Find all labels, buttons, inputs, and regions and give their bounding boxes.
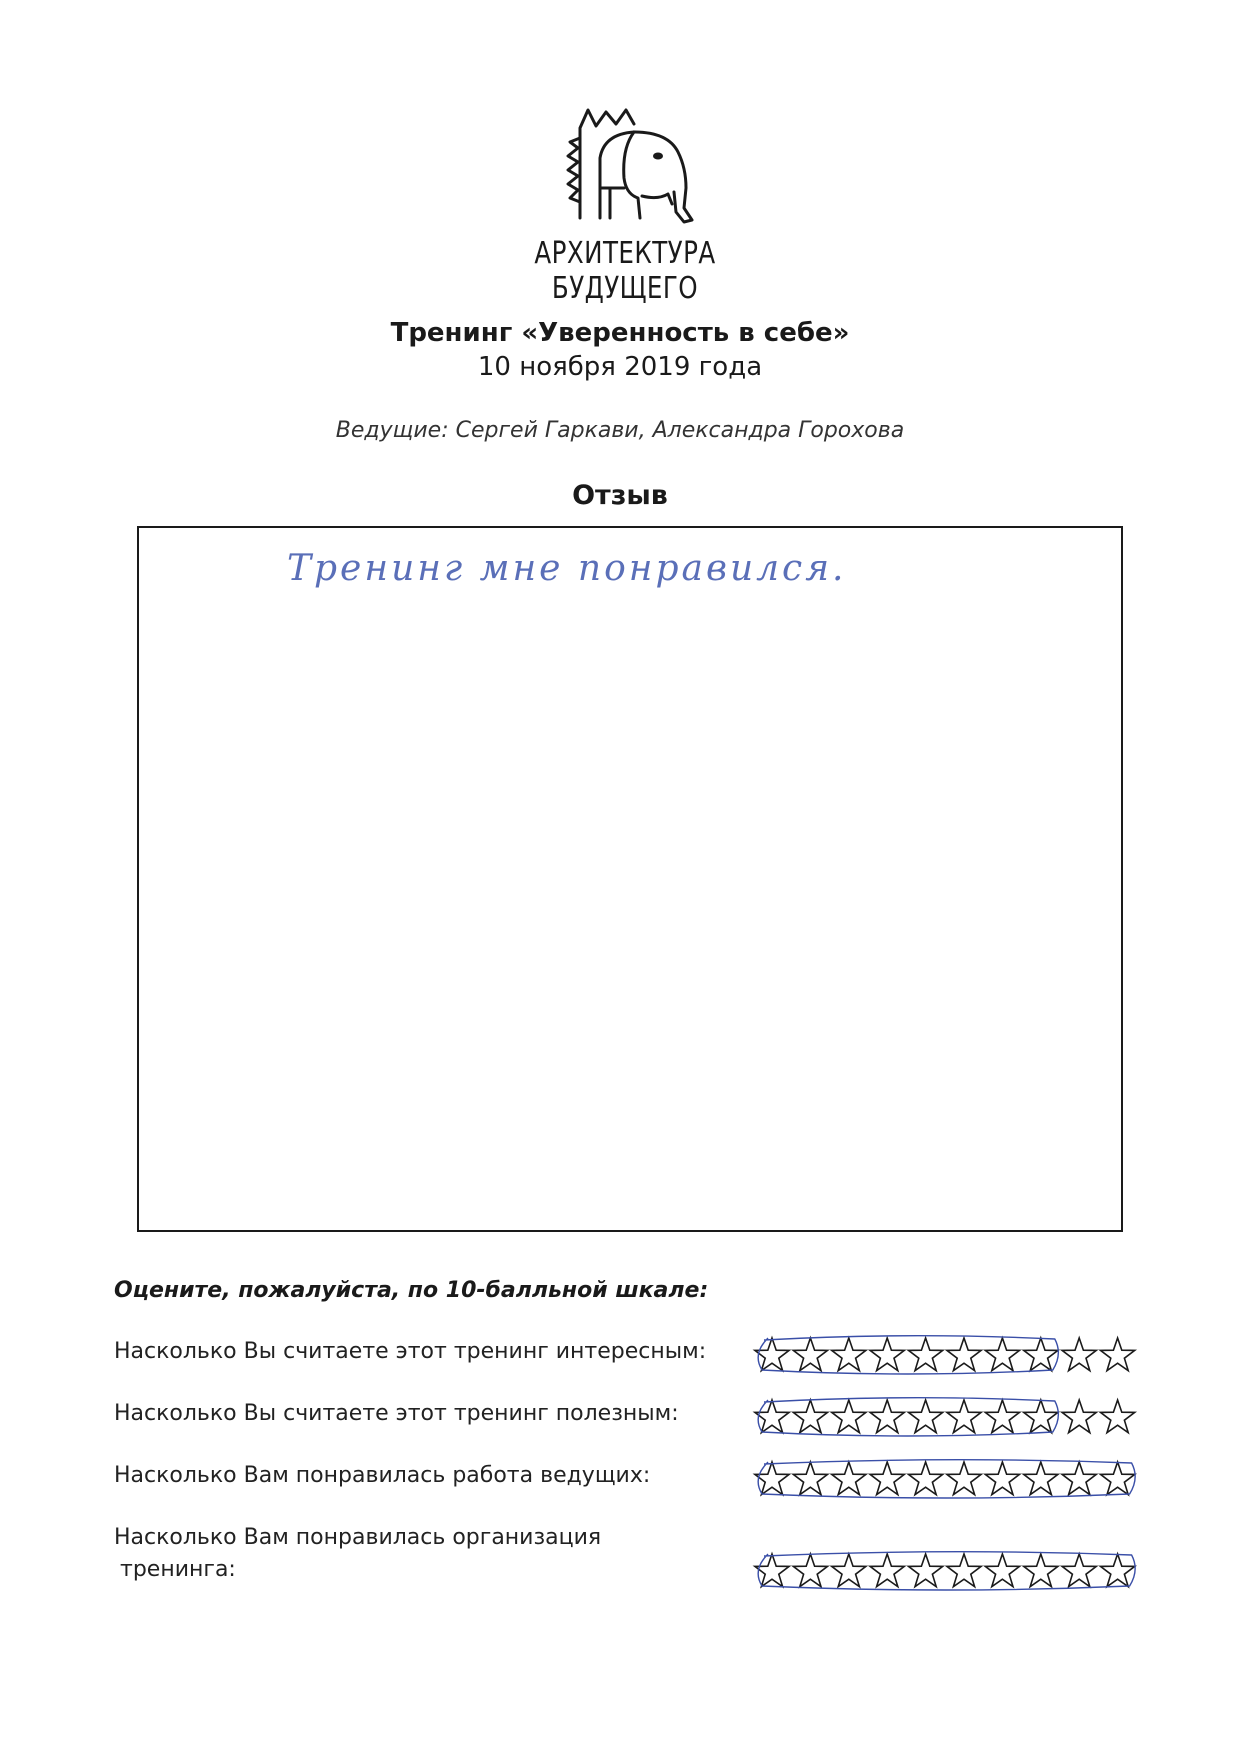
handwritten-review: Тренинг мне понравился. xyxy=(287,548,847,589)
question-organization-line2: тренинга: xyxy=(120,1557,236,1582)
star-outline-icon[interactable] xyxy=(793,1554,827,1587)
star-outline-icon[interactable] xyxy=(870,1338,904,1371)
star-outline-icon[interactable] xyxy=(947,1554,981,1587)
star-outline-icon[interactable] xyxy=(1024,1338,1058,1371)
star-outline-icon[interactable] xyxy=(832,1400,866,1433)
star-outline-icon[interactable] xyxy=(985,1400,1019,1433)
star-outline-icon[interactable] xyxy=(793,1400,827,1433)
star-outline-icon[interactable] xyxy=(947,1400,981,1433)
star-outline-icon[interactable] xyxy=(947,1338,981,1371)
star-outline-icon[interactable] xyxy=(1024,1554,1058,1587)
star-outline-icon[interactable] xyxy=(985,1338,1019,1371)
star-rating-useful[interactable] xyxy=(752,1394,1148,1438)
star-outline-icon[interactable] xyxy=(909,1554,943,1587)
hosts-line: Ведущие: Сергей Гаркави, Александра Горохова xyxy=(335,418,905,443)
star-outline-icon[interactable] xyxy=(909,1338,943,1371)
question-useful-label: Насколько Вы считаете этот тренинг полезным: xyxy=(114,1401,679,1426)
star-rating-hosts[interactable] xyxy=(752,1456,1148,1500)
star-outline-icon[interactable] xyxy=(832,1462,866,1495)
star-outline-icon[interactable] xyxy=(909,1400,943,1433)
star-rating-organization[interactable] xyxy=(752,1548,1148,1592)
star-outline-icon[interactable] xyxy=(870,1554,904,1587)
star-outline-icon[interactable] xyxy=(947,1462,981,1495)
question-interesting-label: Насколько Вы считаете этот тренинг интересным: xyxy=(114,1339,707,1364)
star-outline-icon[interactable] xyxy=(1024,1400,1058,1433)
review-text-area[interactable] xyxy=(137,526,1123,1232)
star-outline-icon[interactable] xyxy=(793,1338,827,1371)
star-outline-icon[interactable] xyxy=(1101,1462,1135,1495)
star-outline-icon[interactable] xyxy=(832,1554,866,1587)
training-date: 10 ноября 2019 года xyxy=(477,352,763,382)
star-outline-icon[interactable] xyxy=(985,1554,1019,1587)
elephant-castle-logo xyxy=(560,108,725,228)
star-outline-icon[interactable] xyxy=(1062,1554,1096,1587)
star-outline-icon[interactable] xyxy=(1062,1462,1096,1495)
training-title: Тренинг «Уверенность в себе» xyxy=(390,318,850,348)
star-outline-icon[interactable] xyxy=(870,1462,904,1495)
question-organization-line1: Насколько Вам понравилась организация xyxy=(114,1525,602,1550)
star-outline-icon[interactable] xyxy=(1024,1462,1058,1495)
star-outline-icon[interactable] xyxy=(1101,1400,1135,1433)
question-hosts-label: Насколько Вам понравилась работа ведущих: xyxy=(114,1463,651,1488)
logo-wordmark: АРХИТЕКТУРА БУДУЩЕГО xyxy=(534,236,716,306)
star-outline-icon[interactable] xyxy=(832,1338,866,1371)
star-rating-interesting[interactable] xyxy=(752,1332,1148,1376)
star-outline-icon[interactable] xyxy=(793,1462,827,1495)
star-outline-icon[interactable] xyxy=(1101,1338,1135,1371)
star-outline-icon[interactable] xyxy=(870,1400,904,1433)
rating-heading: Оцените, пожалуйста, по 10-балльной шкале: xyxy=(114,1278,709,1303)
star-outline-icon[interactable] xyxy=(985,1462,1019,1495)
star-outline-icon[interactable] xyxy=(1062,1400,1096,1433)
star-outline-icon[interactable] xyxy=(909,1462,943,1495)
star-outline-icon[interactable] xyxy=(1062,1338,1096,1371)
review-heading: Отзыв xyxy=(572,480,668,511)
star-outline-icon[interactable] xyxy=(1101,1554,1135,1587)
question-organization-label xyxy=(114,1522,734,1586)
